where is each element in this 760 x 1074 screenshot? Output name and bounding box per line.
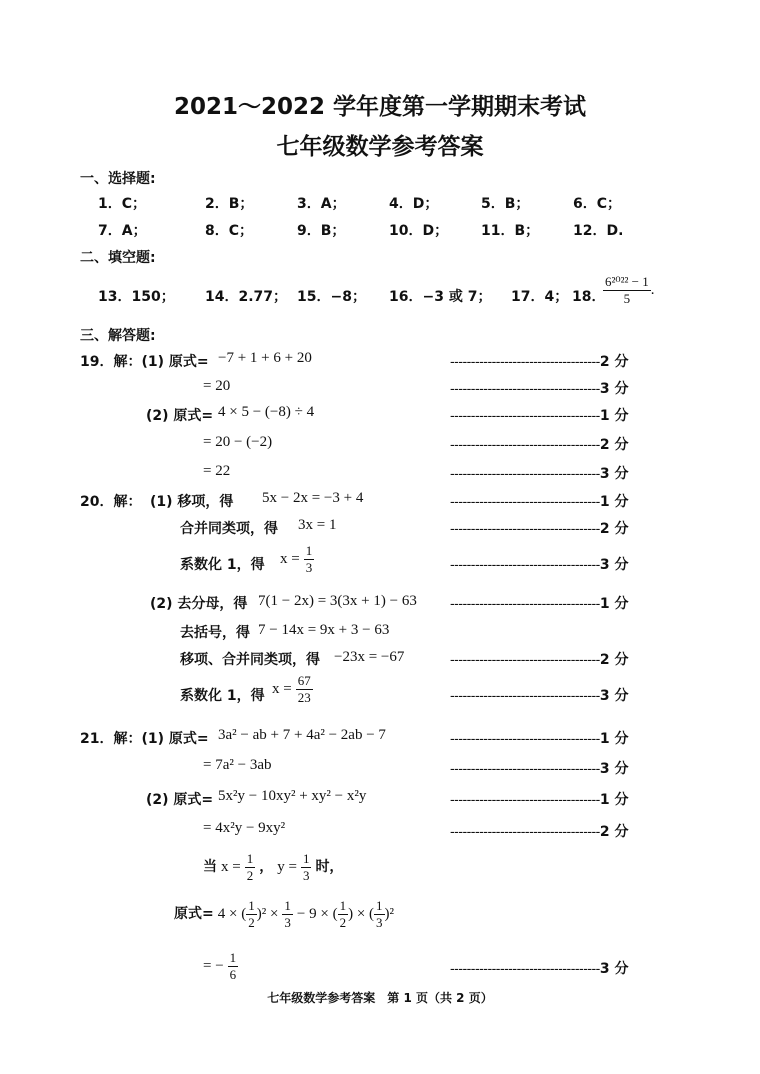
- q19-line3: 4 × 5 − (−8) ÷ 4: [218, 404, 315, 420]
- score-line: [450, 728, 628, 748]
- score-line: [450, 821, 628, 841]
- q20-step5-label: 去括号，得: [180, 625, 250, 641]
- q19-line2: = 20: [203, 378, 231, 394]
- answer-item: 18．: [572, 289, 606, 305]
- q20-step3-label: 系数化 1，得: [180, 557, 265, 573]
- score-points: 3 分: [599, 761, 629, 777]
- x-equals: x =: [221, 859, 241, 876]
- score-line: [450, 593, 628, 613]
- y-equals: y =: [277, 859, 297, 876]
- answer-item: 17．4；: [511, 289, 569, 305]
- score-line: [450, 789, 628, 809]
- q20-step2-math: 3x = 1: [298, 517, 337, 533]
- score-dashes: ------------------------------------: [450, 520, 600, 536]
- score-points: 1 分: [599, 792, 629, 808]
- fraction-denominator: 3: [302, 868, 310, 883]
- comma: ，: [259, 859, 274, 876]
- score-dashes: ------------------------------------: [450, 687, 600, 703]
- score-line: [450, 405, 628, 425]
- score-points: 3 分: [599, 466, 629, 482]
- answer-item: 16．−3 或 7；: [389, 289, 492, 305]
- page-subtitle: 七年级数学参考答案: [276, 134, 484, 160]
- score-dashes: ------------------------------------: [450, 436, 600, 452]
- fraction-numerator: 6²⁰²² − 1: [605, 274, 649, 289]
- answer-item: 12．D.: [573, 223, 624, 239]
- score-line: [450, 554, 628, 574]
- q21-label: 21．解：(1) 原式=: [80, 731, 209, 747]
- answer-item: 9．B；: [297, 223, 346, 239]
- fraction-q18: [603, 274, 655, 307]
- score-line: [450, 649, 628, 669]
- q20-step2-label: 合并同类项，得: [180, 521, 278, 537]
- q20-label: 20．解：: [80, 494, 142, 510]
- fraction-numerator: 1: [302, 851, 310, 866]
- score-points: 1 分: [599, 408, 629, 424]
- fraction-numerator: 1: [246, 851, 254, 866]
- fraction-denominator: 2: [246, 868, 254, 883]
- score-dashes: ------------------------------------: [450, 960, 600, 976]
- fraction-numerator: 1: [305, 543, 313, 558]
- q20-step6-math: −23x = −67: [334, 649, 405, 665]
- sub-part-d: ) × (: [348, 906, 375, 923]
- fraction-denominator: 5: [623, 291, 631, 306]
- score-dashes: ------------------------------------: [450, 651, 600, 667]
- fraction-numerator: 1: [229, 950, 237, 965]
- score-line: [450, 758, 628, 778]
- q19-label: 19．解：(1) 原式=: [80, 354, 209, 370]
- sub-part-b: )² ×: [256, 906, 279, 923]
- answer-item: 5．B；: [481, 196, 530, 212]
- score-points: 3 分: [599, 688, 629, 704]
- score-dashes: ------------------------------------: [450, 791, 600, 807]
- answer-item: 1．C；: [98, 196, 147, 212]
- score-points: 1 分: [599, 596, 629, 612]
- q19-line1: −7 + 1 + 6 + 20: [218, 350, 312, 366]
- score-points: 2 分: [599, 652, 629, 668]
- score-line: [450, 378, 628, 398]
- q20-step6-label: 移项、合并同类项，得: [180, 652, 320, 668]
- shi-text: 时，: [315, 859, 344, 876]
- score-dashes: ------------------------------------: [450, 380, 600, 396]
- page-title: 2021～2022 学年度第一学期期末考试: [173, 94, 587, 120]
- score-dashes: ------------------------------------: [450, 730, 600, 746]
- answer-item: 4．D；: [389, 196, 439, 212]
- fraction-numerator: 1: [376, 898, 383, 913]
- score-line: [450, 685, 628, 705]
- score-points: 2 分: [599, 824, 629, 840]
- score-dashes: ------------------------------------: [450, 823, 600, 839]
- q20-step1-label: (1) 移项，得: [150, 494, 234, 510]
- score-dashes: ------------------------------------: [450, 465, 600, 481]
- score-line: [450, 351, 628, 371]
- fraction-denominator: 6: [229, 967, 237, 982]
- when-text: 当: [203, 859, 217, 876]
- answer-item: 7．A；: [98, 223, 147, 239]
- q20-step7-math: [272, 673, 313, 706]
- q21-substitution: [174, 898, 394, 931]
- score-points: 2 分: [599, 354, 629, 370]
- section-heading-solve: 三、解答题:: [80, 328, 156, 344]
- answer-item: 11．B；: [481, 223, 540, 239]
- fraction-numerator: 1: [248, 898, 255, 913]
- score-dashes: ------------------------------------: [450, 353, 600, 369]
- fraction-numerator: 1: [284, 898, 291, 913]
- q21-line1: 3a² − ab + 7 + 4a² − 2ab − 7: [218, 727, 386, 743]
- score-line: [450, 518, 628, 538]
- score-line: [450, 958, 628, 978]
- score-dashes: ------------------------------------: [450, 493, 600, 509]
- score-line: [450, 491, 628, 511]
- answer-item: 3．A；: [297, 196, 346, 212]
- fraction-denominator: 3: [305, 560, 313, 575]
- sub-part-e: )²: [384, 906, 395, 923]
- answer-item: 6．C；: [573, 196, 622, 212]
- q21-condition: [203, 851, 343, 884]
- q20-step5-math: 7 − 14x = 9x + 3 − 63: [258, 622, 390, 638]
- section-heading-choice: 一、选择题:: [80, 171, 156, 187]
- score-dashes: ------------------------------------: [450, 760, 600, 776]
- period: .: [650, 282, 655, 299]
- score-points: 2 分: [599, 437, 629, 453]
- sub-part-c: − 9 × (: [296, 906, 338, 923]
- answer-item: 2．B；: [205, 196, 254, 212]
- answer-item: 13．150；: [98, 289, 175, 305]
- answer-item: 10．D；: [389, 223, 449, 239]
- fraction-denominator: 23: [297, 690, 311, 705]
- page-footer: 七年级数学参考答案 第 1 页（共 2 页）: [267, 991, 493, 1005]
- score-points: 1 分: [599, 494, 629, 510]
- score-dashes: ------------------------------------: [450, 595, 600, 611]
- q21-line3: 5x²y − 10xy² + xy² − x²y: [218, 788, 367, 804]
- score-dashes: ------------------------------------: [450, 407, 600, 423]
- x-equals: x =: [280, 551, 300, 568]
- score-points: 3 分: [599, 557, 629, 573]
- q20-part2-math: 7(1 − 2x) = 3(3x + 1) − 63: [258, 593, 417, 609]
- score-points: 3 分: [599, 381, 629, 397]
- q21-part2-label: (2) 原式=: [146, 792, 214, 808]
- x-equals: x =: [272, 681, 292, 698]
- q19-part2-label: (2) 原式=: [146, 408, 214, 424]
- score-points: 2 分: [599, 521, 629, 537]
- q21-result: [203, 950, 238, 983]
- section-heading-fill: 二、填空题:: [80, 250, 156, 266]
- score-line: [450, 463, 628, 483]
- q20-step7-label: 系数化 1，得: [180, 688, 265, 704]
- q21-line2: = 7a² − 3ab: [203, 757, 272, 773]
- answer-item: 14．2.77；: [205, 289, 288, 305]
- q20-step3-math: [280, 543, 314, 576]
- score-points: 3 分: [599, 961, 629, 977]
- fraction-denominator: 2: [339, 915, 347, 930]
- q19-line5: = 22: [203, 463, 231, 479]
- orig-label: 原式=: [174, 906, 214, 923]
- answer-item: 15．−8；: [297, 289, 366, 305]
- fraction-numerator: 67: [297, 673, 311, 688]
- fraction-denominator: 3: [376, 915, 383, 930]
- q20-part2-label: (2) 去分母，得: [150, 596, 248, 612]
- fraction-denominator: 2: [248, 915, 255, 930]
- q19-line4: = 20 − (−2): [203, 434, 273, 450]
- result-lhs: = −: [203, 958, 224, 975]
- sub-part-a: 4 × (: [217, 906, 247, 923]
- answer-item: 8．C；: [205, 223, 254, 239]
- score-line: [450, 434, 628, 454]
- score-points: 1 分: [599, 731, 629, 747]
- q21-line4: = 4x²y − 9xy²: [203, 820, 286, 836]
- q20-step1-math: 5x − 2x = −3 + 4: [262, 490, 364, 506]
- fraction-numerator: 1: [339, 898, 347, 913]
- fraction-denominator: 3: [284, 915, 291, 930]
- score-dashes: ------------------------------------: [450, 556, 600, 572]
